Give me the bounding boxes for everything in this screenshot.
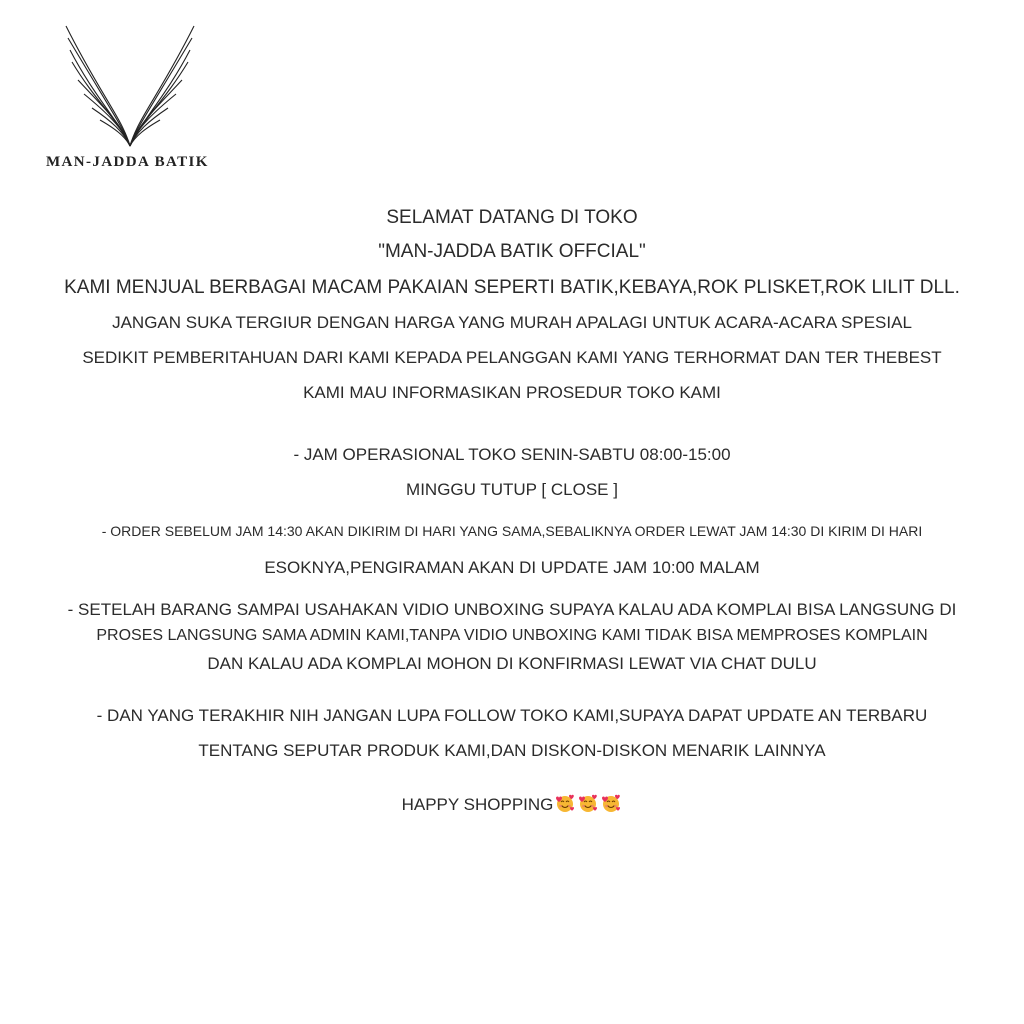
notice-line: SEDIKIT PEMBERITAHUAN DARI KAMI KEPADA PELANGGAN KAMI YANG TERHORMAT DAN TER THEBEST (82, 348, 942, 367)
sell-line: KAMI MENJUAL BERBAGAI MACAM PAKAIAN SEPERTI BATIK,KEBAYA,ROK PLISKET,ROK LILIT DLL. (64, 277, 960, 298)
order-line-1: - ORDER SEBELUM JAM 14:30 AKAN DIKIRIM DI HARI YANG SAMA,SEBALIKNYA ORDER LEWAT JAM 14:30 DI KIRIM DI HARI (101, 523, 923, 539)
store-name-line: "MAN-JADDA BATIK OFFCIAL" (378, 241, 646, 262)
happy-shopping-line (0, 793, 1024, 813)
welcome-line: SELAMAT DATANG DI TOKO (386, 207, 638, 228)
happy-shopping-text: HAPPY SHOPPING (401, 795, 554, 814)
smiling-face-with-hearts-icon (577, 793, 599, 813)
unbox-line-2: PROSES LANGSUNG SAMA ADMIN KAMI,TANPA VIDIO UNBOXING KAMI TIDAK BISA MEMPROSES KOMPLAIN (96, 627, 928, 644)
procedure-line: KAMI MAU INFORMASIKAN PROSEDUR TOKO KAMI (303, 383, 721, 402)
brand-logo (40, 18, 230, 178)
follow-line-2: TENTANG SEPUTAR PRODUK KAMI,DAN DISKON-DISKON MENARIK LAINNYA (198, 741, 826, 760)
unbox-line-3: DAN KALAU ADA KOMPLAI MOHON DI KONFIRMASI LEWAT VIA CHAT DULU (207, 654, 817, 673)
wings-logo-icon (60, 22, 200, 152)
smiling-face-with-hearts-icon (554, 793, 576, 813)
order-line-2: ESOKNYA,PENGIRAMAN AKAN DI UPDATE JAM 10:00 MALAM (264, 558, 760, 577)
emoji-row (553, 795, 622, 814)
hours-line: - JAM OPERASIONAL TOKO SENIN-SABTU 08:00-15:00 (293, 445, 731, 464)
warning-line: JANGAN SUKA TERGIUR DENGAN HARGA YANG MURAH APALAGI UNTUK ACARA-ACARA SPESIAL (112, 313, 912, 332)
smiling-face-with-hearts-icon (600, 793, 622, 813)
sunday-line: MINGGU TUTUP [ CLOSE ] (406, 480, 618, 499)
brand-name: MAN-JADDA BATIK (46, 154, 209, 170)
follow-line-1: - DAN YANG TERAKHIR NIH JANGAN LUPA FOLLOW TOKO KAMI,SUPAYA DAPAT UPDATE AN TERBARU (96, 706, 928, 725)
unbox-line-1: - SETELAH BARANG SAMPAI USAHAKAN VIDIO UNBOXING SUPAYA KALAU ADA KOMPLAI BISA LANGSUNG DI (67, 600, 957, 619)
